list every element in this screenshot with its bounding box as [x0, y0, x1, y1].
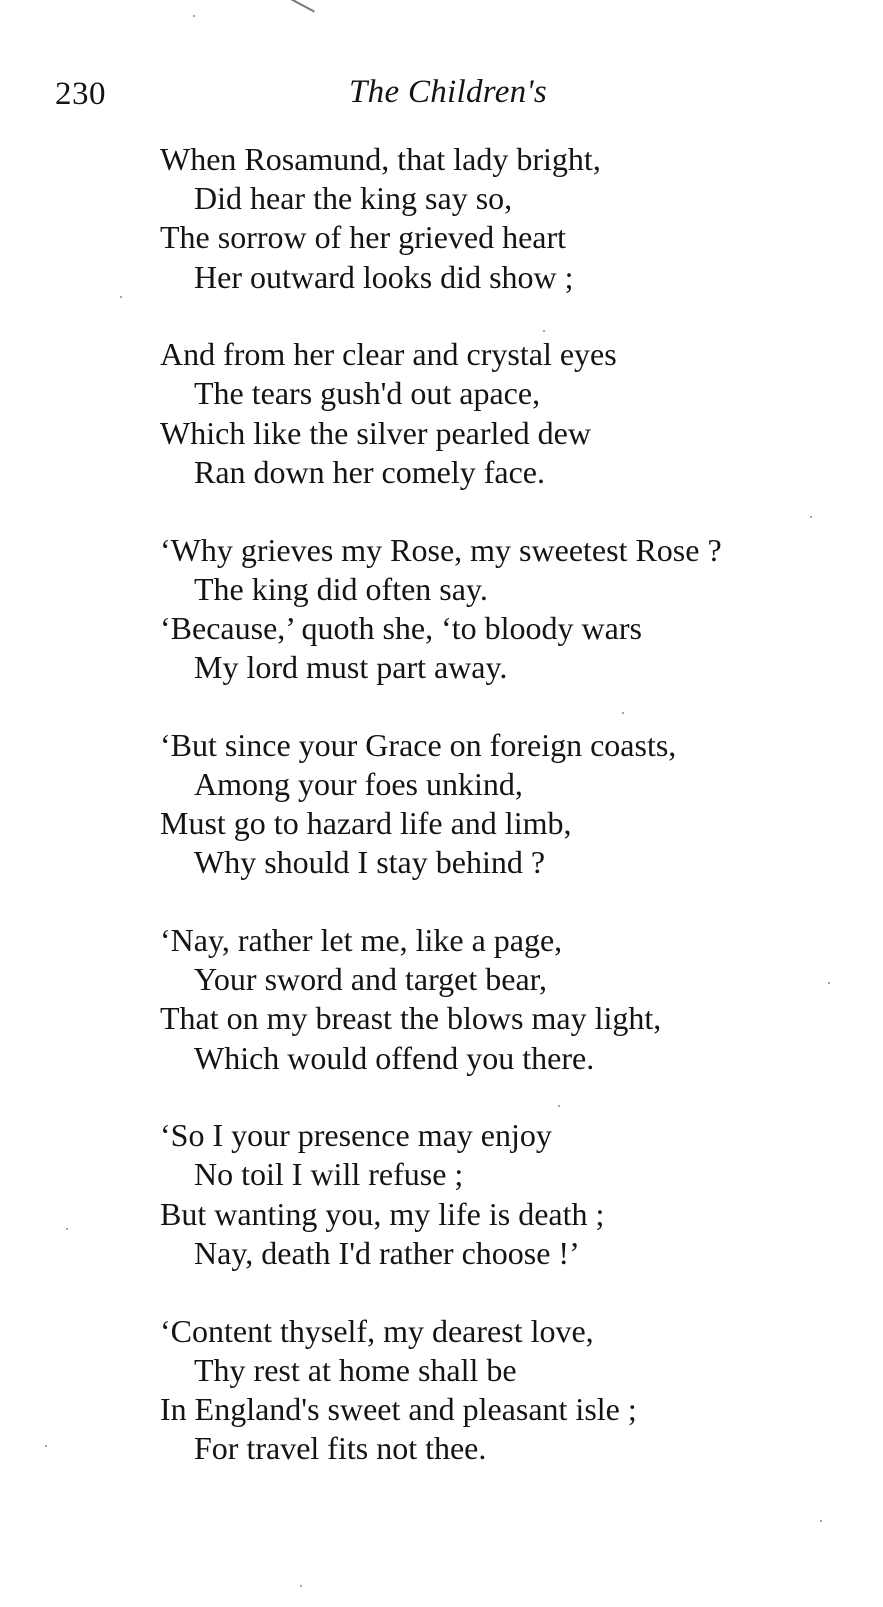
poem-line: ‘Why grieves my Rose, my sweetest Rose ? — [160, 531, 722, 568]
poem-line: When Rosamund, that lady bright, — [160, 141, 601, 177]
poem-line: Ran down her comely face. — [194, 453, 545, 490]
scan-speck — [66, 1228, 68, 1230]
poem-line: That on my breast the blows may light, — [160, 1000, 662, 1037]
poem-line: For travel fits not thee. — [194, 1430, 487, 1467]
scan-speck — [543, 330, 545, 332]
poem-line: The sorrow of her grieved heart — [160, 219, 567, 256]
poem-line: But wanting you, my life is death ; — [160, 1195, 605, 1232]
poem-line: The tears gush'd out apace, — [194, 375, 541, 412]
running-head: The Children's — [349, 74, 547, 110]
poem-line: Your sword and target bear, — [194, 961, 548, 998]
poem-line: Which like the silver pearled dew — [160, 414, 591, 451]
poem-line: And from her clear and crystal eyes — [160, 336, 617, 373]
stanza — [160, 921, 860, 1078]
poem-line: ‘Because,’ quoth she, ‘to bloody wars — [160, 609, 642, 646]
poem-line: Must go to hazard life and limb, — [160, 805, 572, 842]
scan-mark — [289, 0, 315, 12]
stanza — [160, 726, 860, 883]
poem-line: In England's sweet and pleasant isle ; — [160, 1390, 637, 1427]
stanza — [160, 140, 860, 297]
poem-line: Did hear the king say so, — [194, 180, 513, 217]
scan-speck — [193, 15, 195, 17]
stanza — [160, 335, 860, 492]
stanza — [160, 1116, 860, 1273]
scan-speck — [558, 1105, 560, 1107]
scan-speck — [45, 1445, 47, 1447]
scan-speck — [828, 982, 830, 984]
poem-line: Thy rest at home shall be — [194, 1351, 517, 1388]
scan-speck — [300, 1585, 302, 1587]
poem-line: My lord must part away. — [194, 649, 508, 686]
poem-line: ‘Nay, rather let me, like a page, — [160, 922, 563, 958]
poem-line: No toil I will refuse ; — [194, 1156, 464, 1193]
scan-speck — [810, 516, 812, 518]
poem-body — [160, 140, 860, 1468]
poem-line: Which would offend you there. — [194, 1039, 595, 1076]
poem-line: ‘But since your Grace on foreign coasts, — [160, 726, 677, 763]
scan-speck — [820, 1520, 822, 1522]
scan-speck — [120, 296, 122, 298]
scan-speck — [622, 712, 624, 714]
poem-line: Among your foes unkind, — [194, 765, 523, 802]
poem-line: The king did often say. — [194, 570, 488, 607]
page-number: 230 — [55, 76, 106, 112]
poem-line: Why should I stay behind ? — [194, 844, 546, 881]
poem-line: Nay, death I'd rather choose !’ — [194, 1234, 580, 1271]
poem-line: ‘Content thyself, my dearest love, — [160, 1312, 594, 1349]
stanza — [160, 531, 860, 688]
stanza — [160, 1312, 860, 1469]
poem-line: ‘So I your presence may enjoy — [160, 1117, 552, 1154]
poem-line: Her outward looks did show ; — [194, 258, 574, 295]
